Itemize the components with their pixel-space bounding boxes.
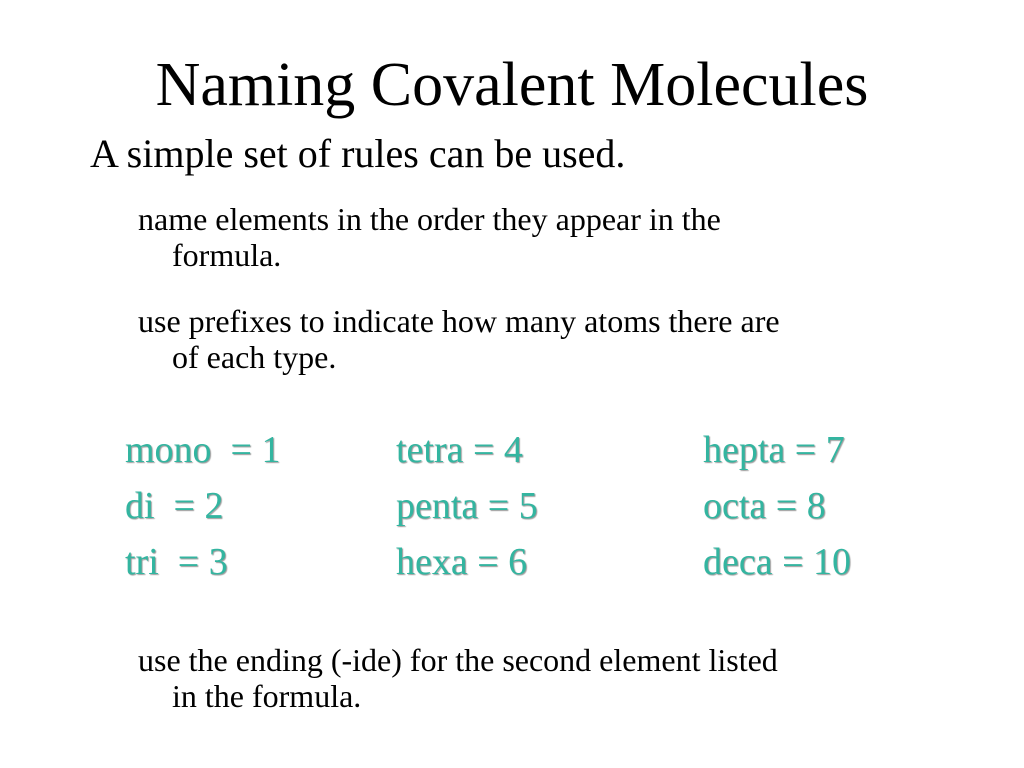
prefix-mono: mono = 1 — [125, 429, 281, 471]
rule-line: name elements in the order they appear in the — [138, 201, 721, 237]
prefix-hepta: hepta = 7 — [703, 429, 845, 471]
prefix-tetra: tetra = 4 — [396, 429, 523, 471]
prefix-deca: deca = 10 — [703, 541, 852, 583]
rule-use-prefixes — [138, 303, 958, 375]
prefix-hexa: hexa = 6 — [396, 541, 528, 583]
slide-title: Naming Covalent Molecules — [155, 51, 869, 119]
rule-line-continued: of each type. — [172, 339, 337, 375]
prefix-table — [0, 428, 1024, 598]
prefix-di: di = 2 — [125, 485, 224, 527]
rule-line: use prefixes to indicate how many atoms there are — [138, 303, 780, 339]
prefix-tri: tri = 3 — [125, 541, 228, 583]
rule-line: use the ending (-ide) for the second element listed — [138, 642, 778, 678]
intro-text: A simple set of rules can be used. — [90, 131, 626, 176]
rule-line-continued: in the formula. — [172, 678, 362, 714]
prefix-octa: octa = 8 — [703, 485, 826, 527]
rule-line-continued: formula. — [172, 237, 282, 273]
rule-name-order — [138, 201, 958, 273]
prefix-penta: penta = 5 — [396, 485, 538, 527]
rule-ide-ending — [138, 642, 958, 714]
